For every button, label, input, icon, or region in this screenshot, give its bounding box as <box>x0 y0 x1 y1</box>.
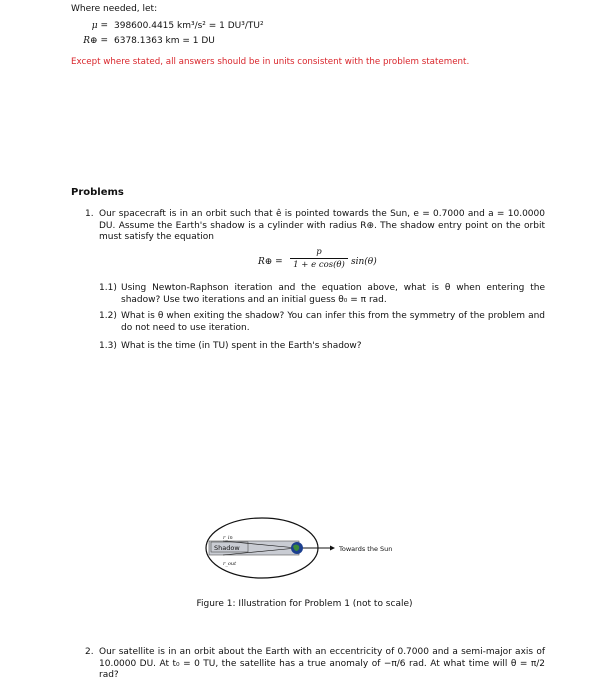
equation-rhs: sin(θ) <box>351 257 377 267</box>
problems-heading: Problems <box>71 187 124 198</box>
r-out-label: r_out <box>223 561 237 567</box>
where-needed-text: Where needed, let: <box>71 4 158 14</box>
earth-radius-lhs: R⊕ = <box>83 36 108 46</box>
sub-1-text: Using Newton-Raphson iteration and the equation above, what is θ when entering the shadow? Use two iterations and an initial guess θ₀ = π rad. <box>121 283 545 305</box>
equation-denominator: 1 + e cos(θ) <box>293 260 345 270</box>
mu-lhs: μ = <box>91 21 108 31</box>
orbit-figure <box>205 515 415 585</box>
sub-1-number: 1.1) <box>99 283 117 293</box>
problem-2-number: 2. <box>85 647 94 657</box>
sub-2-text: What is θ when exiting the shadow? You can infer this from the symmetry of the problem and do not need to use iteration. <box>121 311 545 333</box>
figure-caption: Figure 1: Illustration for Problem 1 (not to scale) <box>196 599 413 609</box>
towards-sun-label: Towards the Sun <box>339 545 393 553</box>
problem-2-text: Our satellite is in an orbit about the Earth with an eccentricity of 0.7000 and a semi-major axis of 10.0000 DU. At t₀ = 0 TU, the satellite has a true anomaly of −π/6 rad. At what time will θ = π/2 rad? <box>99 647 545 680</box>
arrow-head-icon <box>330 546 335 551</box>
sub-3-text: What is the time (in TU) spent in the Earth's shadow? <box>121 341 362 351</box>
problem-1-text: Our spacecraft is in an orbit such that ê is pointed towards the Sun, e = 0.7000 and a = 10.0000 DU. Assume the Earth's shadow is a cylinder with radius R⊕. The shadow entry point on the orbit must satisfy the equation <box>99 209 545 242</box>
units-note: Except where stated, all answers should be in units consistent with the problem statement. <box>71 57 470 67</box>
problem-1-number: 1. <box>85 209 94 219</box>
mu-rhs: 398600.4415 km³/s² = 1 DU³/TU² <box>114 21 264 31</box>
equation-fraction <box>290 247 348 270</box>
sub-3-number: 1.3) <box>99 341 117 351</box>
r-in-label: r_in <box>223 535 233 541</box>
equation-numerator: p <box>316 247 322 257</box>
earth-radius-rhs: 6378.1363 km = 1 DU <box>114 36 215 46</box>
sub-2-number: 1.2) <box>99 311 117 321</box>
shadow-label: Shadow <box>214 544 240 552</box>
fraction-bar <box>290 258 348 259</box>
equation-lhs: R⊕ = <box>258 257 283 267</box>
